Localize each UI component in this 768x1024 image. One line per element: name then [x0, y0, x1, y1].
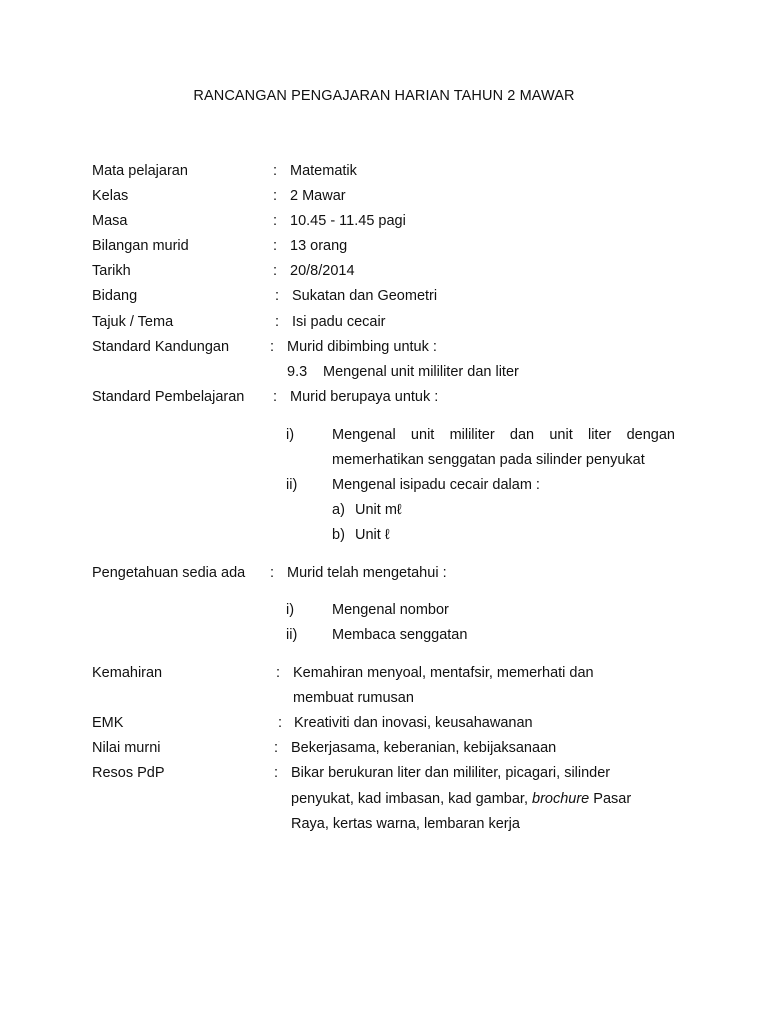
- colon: :: [278, 715, 283, 731]
- colon: :: [270, 565, 275, 581]
- list-item-text: Mengenal unit mililiter dan unit liter dengan: [332, 427, 675, 443]
- colon: :: [274, 765, 279, 781]
- label-kemahiran: Kemahiran: [92, 665, 163, 681]
- label-bidang: Bidang: [92, 288, 138, 304]
- list-item-text-continued: memerhatikan senggatan pada silinder penyukat: [332, 452, 645, 468]
- standard-kandungan-item-number: 9.3: [287, 364, 308, 380]
- standard-kandungan-item-text: Mengenal unit mililiter dan liter: [323, 364, 519, 380]
- colon: :: [276, 665, 281, 681]
- value-tarikh: 20/8/2014: [290, 263, 355, 279]
- value-pengetahuan-sedia-ada: Murid telah mengetahui :: [287, 565, 447, 581]
- value-masa: 10.45 - 11.45 pagi: [290, 213, 406, 229]
- value-kemahiran: Kemahiran menyoal, mentafsir, memerhati dan: [293, 665, 594, 681]
- sub-item-letter: a): [332, 502, 345, 518]
- label-kelas: Kelas: [92, 188, 129, 204]
- colon: :: [275, 288, 280, 304]
- value-nilai-murni: Bekerjasama, keberanian, kebijaksanaan: [291, 740, 557, 756]
- resos-text: Pasar: [589, 791, 632, 807]
- colon: :: [273, 188, 278, 204]
- colon: :: [273, 163, 278, 179]
- value-standard-kandungan: Murid dibimbing untuk :: [287, 339, 437, 355]
- value-mata-pelajaran: Matematik: [290, 163, 357, 179]
- list-item-number: ii): [286, 477, 298, 493]
- list-item-text: Mengenal isipadu cecair dalam :: [332, 477, 540, 493]
- value-tajuk: Isi padu cecair: [292, 314, 386, 330]
- value-resos-pdp: Bikar berukuran liter dan mililiter, picagari, silinder: [291, 765, 611, 781]
- sub-item-text: Unit ℓ: [355, 527, 390, 543]
- resos-text: penyukat, kad imbasan, kad gambar,: [291, 791, 533, 807]
- label-masa: Masa: [92, 213, 128, 229]
- document-title: RANCANGAN PENGAJARAN HARIAN TAHUN 2 MAWAR: [193, 88, 575, 104]
- value-kelas: 2 Mawar: [290, 188, 346, 204]
- label-pengetahuan-sedia-ada: Pengetahuan sedia ada: [92, 565, 246, 581]
- sub-item-text: Unit mℓ: [355, 502, 402, 518]
- label-standard-pembelajaran: Standard Pembelajaran: [92, 389, 245, 405]
- label-emk: EMK: [92, 715, 124, 731]
- value-bidang: Sukatan dan Geometri: [292, 288, 438, 304]
- colon: :: [274, 740, 279, 756]
- label-tarikh: Tarikh: [92, 263, 131, 279]
- colon: :: [270, 339, 275, 355]
- colon: :: [273, 238, 278, 254]
- value-resos-pdp-continued: Raya, kertas warna, lembaran kerja: [291, 816, 520, 832]
- list-item-number: i): [286, 427, 295, 443]
- list-item-text: Membaca senggatan: [332, 627, 468, 643]
- label-nilai-murni: Nilai murni: [92, 740, 161, 756]
- colon: :: [273, 213, 278, 229]
- resos-italic-text: brochure: [532, 791, 590, 807]
- value-kemahiran-continued: membuat rumusan: [293, 690, 414, 706]
- value-bilangan-murid: 13 orang: [290, 238, 348, 254]
- value-resos-pdp-continued: [291, 790, 631, 808]
- label-bilangan-murid: Bilangan murid: [92, 238, 189, 254]
- list-item-text: Mengenal nombor: [332, 602, 449, 618]
- colon: :: [273, 263, 278, 279]
- list-item-number: i): [286, 602, 295, 618]
- sub-item-letter: b): [332, 527, 345, 543]
- list-item-number: ii): [286, 627, 298, 643]
- label-tajuk: Tajuk / Tema: [92, 314, 174, 330]
- label-resos-pdp: Resos PdP: [92, 765, 165, 781]
- label-mata-pelajaran: Mata pelajaran: [92, 163, 188, 179]
- label-standard-kandungan: Standard Kandungan: [92, 339, 230, 355]
- colon: :: [273, 389, 278, 405]
- value-standard-pembelajaran: Murid berupaya untuk :: [290, 389, 439, 405]
- value-emk: Kreativiti dan inovasi, keusahawanan: [294, 715, 533, 731]
- colon: :: [275, 314, 280, 330]
